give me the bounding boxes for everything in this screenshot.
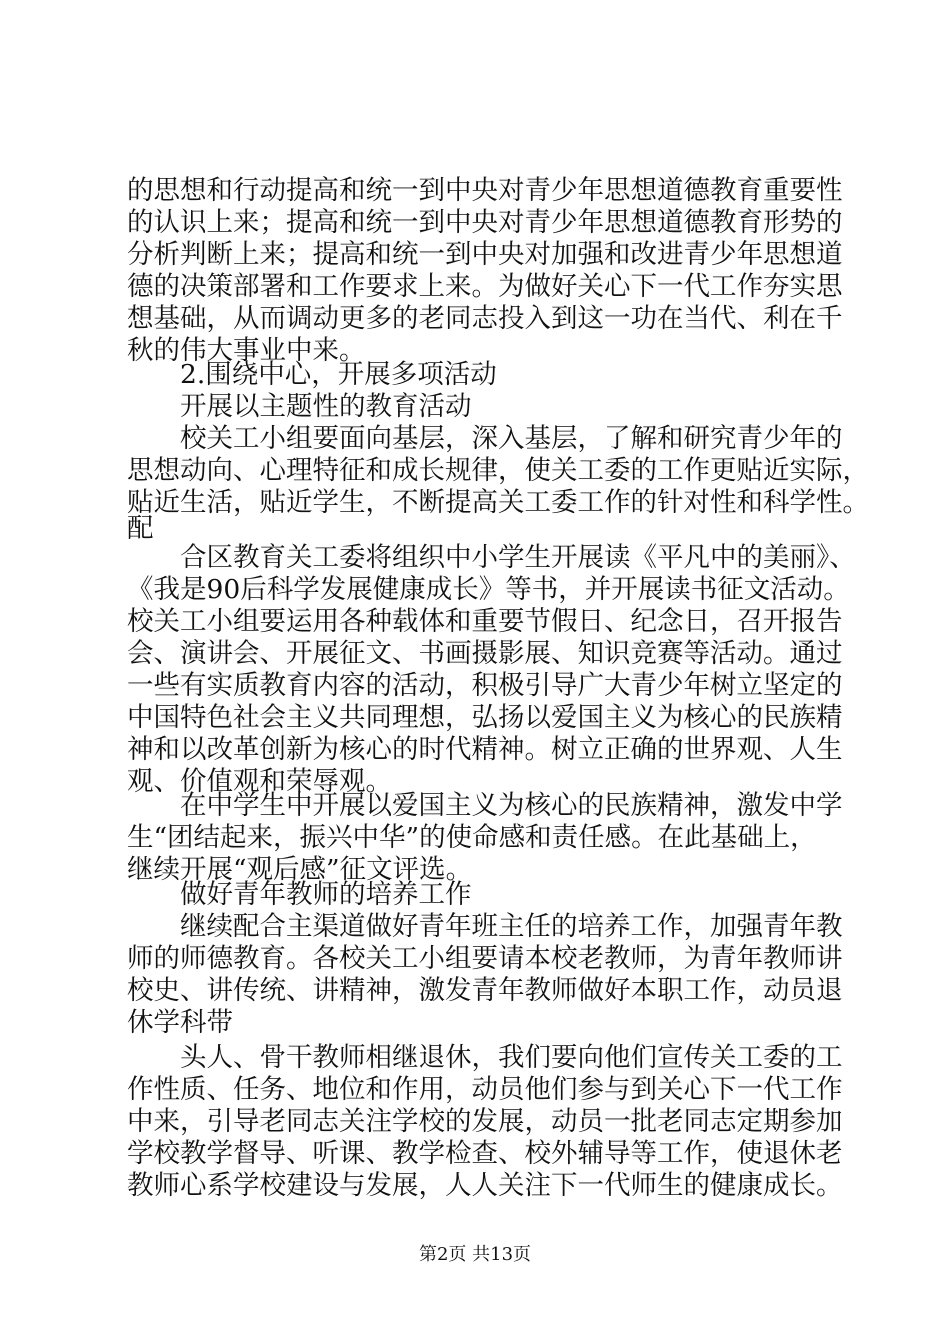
text-line: 的思想和行动提高和统一到中央对青少年思想道德教育重要性: [127, 175, 843, 206]
text-line: 校关工小组要面向基层，深入基层，了解和研究青少年的: [180, 423, 843, 454]
text-line: 校关工小组要运用各种载体和重要节假日、纪念日，召开报告: [127, 606, 843, 637]
text-line: 休学科带: [127, 1007, 233, 1038]
text-line: 生“团结起来，振兴中华”的使命感和责任感。在此基础上，: [127, 822, 817, 853]
text-line: 神和以改革创新为核心的时代精神。树立正确的世界观、人生: [127, 734, 843, 765]
text-line: 校史、讲传统、讲精神，激发青年教师做好本职工作，动员退: [127, 975, 843, 1006]
page-footer: 第2页 共13页: [418, 1244, 532, 1265]
text-line: 想基础，从而调动更多的老同志投入到这一功在当代、利在千: [127, 303, 843, 334]
text-line: 思想动向、心理特征和成长规律，使关工委的工作更贴近实际，: [127, 455, 869, 486]
text-line: 作性质、任务、地位和作用，动员他们参与到关心下一代工作: [127, 1074, 843, 1105]
text-line: 教师心系学校建设与发展，人人关注下一代师生的健康成长。: [127, 1170, 843, 1201]
text-line: 师的师德教育。各校关工小组要请本校老教师，为青年教师讲: [127, 943, 843, 974]
text-line: 继续开展“观后感”征文评选。: [127, 854, 473, 885]
section-heading: 2.围绕中心，开展多项活动: [180, 359, 497, 390]
text-line: 在中学生中开展以爱国主义为核心的民族精神，激发中学: [180, 790, 843, 821]
subsection-heading: 开展以主题性的教育活动: [180, 391, 472, 422]
text-line: 分析判断上来；提高和统一到中央对加强和改进青少年思想道: [127, 239, 843, 270]
text-line: 德的决策部署和工作要求上来。为做好关心下一代工作夯实思: [127, 271, 843, 302]
text-line: 的认识上来；提高和统一到中央对青少年思想道德教育形势的: [127, 207, 843, 238]
text-line: 会、演讲会、开展征文、书画摄影展、知识竞赛等活动。通过: [127, 638, 843, 669]
text-line: 贴近生活，贴近学生，不断提高关工委工作的针对性和科学性。: [127, 487, 869, 518]
text-line: 中来，引导老同志关注学校的发展，动员一批老同志定期参加: [127, 1106, 843, 1137]
text-line: 合区教育关工委将组织中小学生开展读《平凡中的美丽》、: [180, 542, 856, 573]
text-line: 学校教学督导、听课、教学检查、校外辅导等工作，使退休老: [127, 1138, 843, 1169]
text-line: 继续配合主渠道做好青年班主任的培养工作，加强青年教: [180, 911, 843, 942]
text-line: 头人、骨干教师相继退休，我们要向他们宣传关工委的工: [180, 1042, 843, 1073]
text-line: 配: [127, 513, 154, 544]
text-line: 《我是90后科学发展健康成长》等书，并开展读书征文活动。: [127, 574, 850, 605]
text-line: 秋的伟大事业中来。: [127, 335, 366, 366]
text-line: 观、价值观和荣辱观。: [127, 766, 392, 797]
text-line: 一些有实质教育内容的活动，积极引导广大青少年树立坚定的: [127, 670, 843, 701]
text-line: 中国特色社会主义共同理想，弘扬以爱国主义为核心的民族精: [127, 702, 843, 733]
subsection-heading: 做好青年教师的培养工作: [180, 879, 472, 910]
